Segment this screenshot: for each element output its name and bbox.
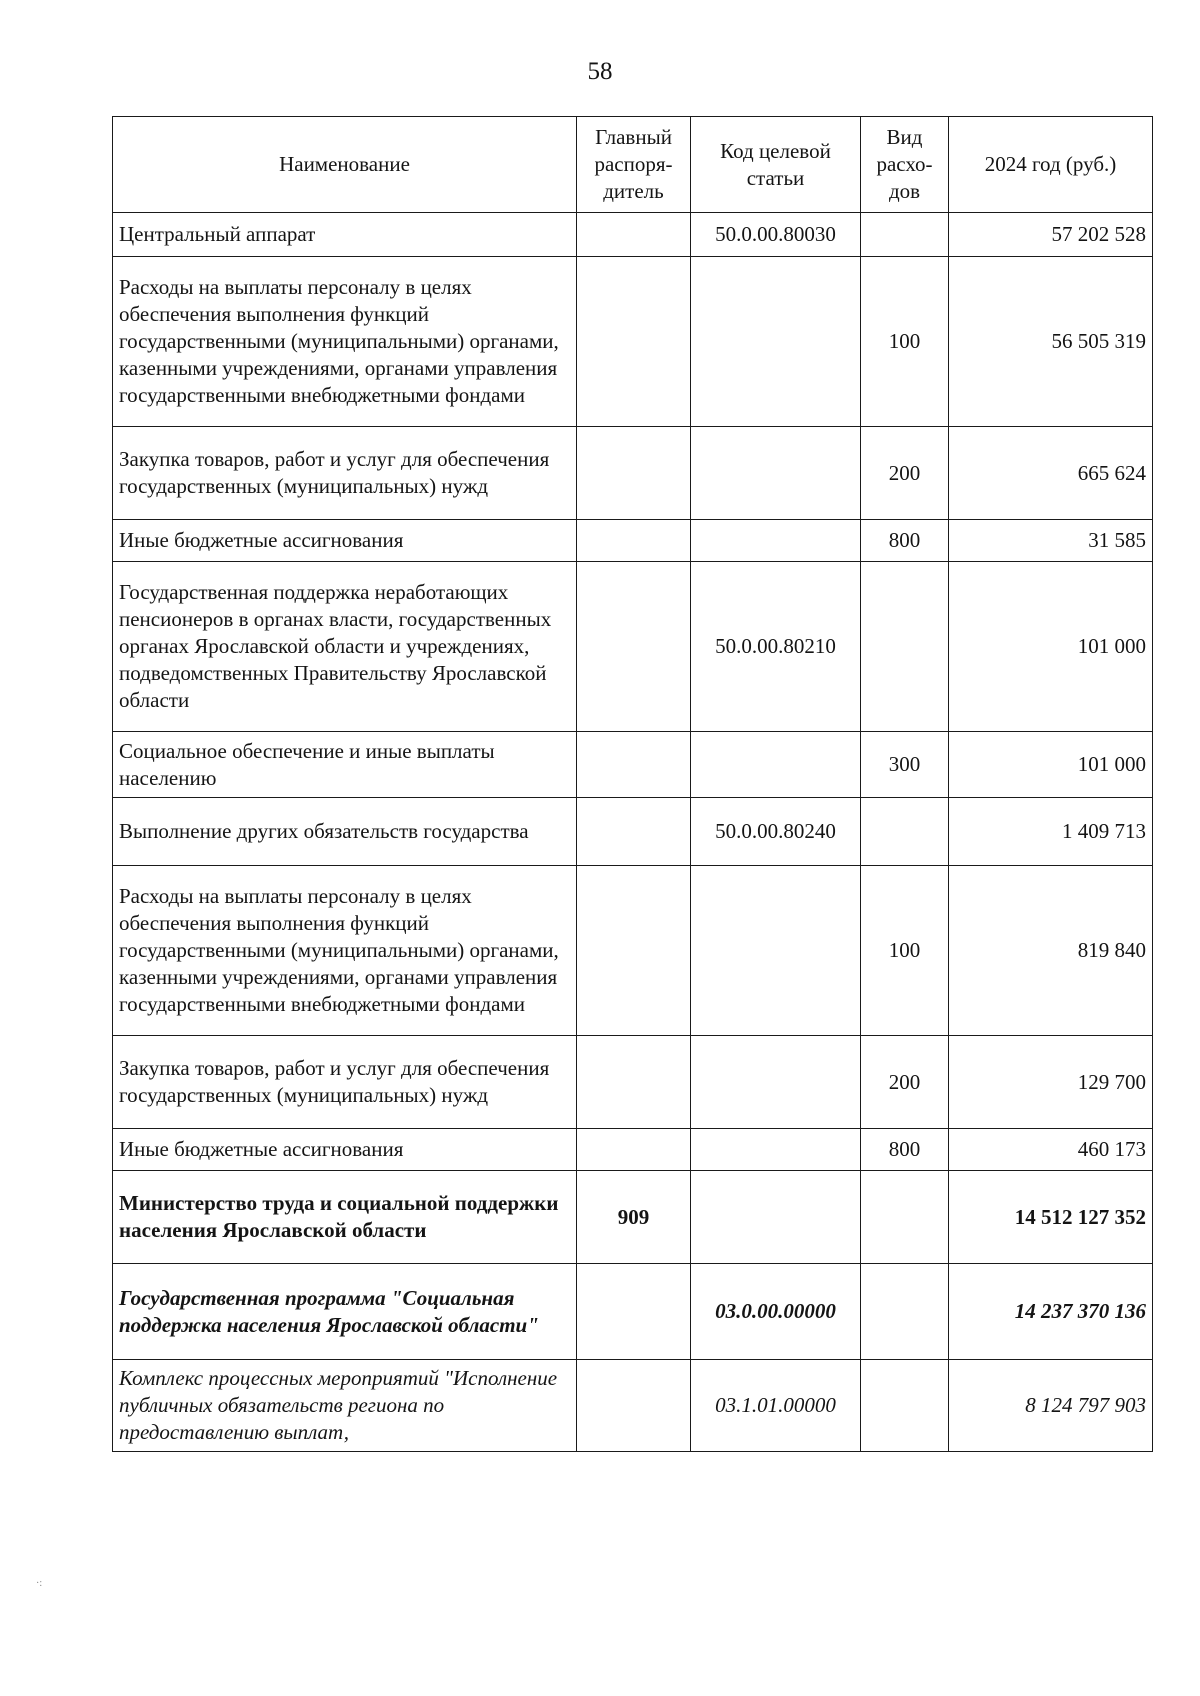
row-admin-cell <box>577 1129 691 1171</box>
row-admin-cell <box>577 562 691 732</box>
row-admin-cell: 909 <box>577 1171 691 1264</box>
table-row <box>113 213 1153 257</box>
header-amount: 2024 год (руб.) <box>949 117 1153 213</box>
row-code-cell <box>691 427 861 520</box>
row-amount-cell: 460 173 <box>949 1129 1153 1171</box>
table-row <box>113 1360 1153 1452</box>
table-row <box>113 1036 1153 1129</box>
row-kind-cell: 100 <box>861 866 949 1036</box>
row-name-cell: Расходы на выплаты персоналу в целях обеспечения выполнения функций государственными (муниципальными) органами, казенными учреждениями, органами управления государственными внебюджетными фондами <box>113 257 577 427</box>
row-amount-cell: 31 585 <box>949 520 1153 562</box>
table-row <box>113 732 1153 798</box>
row-amount-cell: 8 124 797 903 <box>949 1360 1153 1452</box>
header-row <box>113 117 1153 213</box>
row-admin-cell <box>577 1036 691 1129</box>
table-body <box>113 213 1153 1452</box>
row-kind-cell: 100 <box>861 257 949 427</box>
row-admin-cell <box>577 798 691 866</box>
row-admin-cell <box>577 1264 691 1360</box>
row-kind-cell <box>861 798 949 866</box>
table-row <box>113 866 1153 1036</box>
row-admin-cell <box>577 520 691 562</box>
row-kind-cell: 200 <box>861 427 949 520</box>
page-number: 58 <box>587 58 613 85</box>
row-kind-cell: 200 <box>861 1036 949 1129</box>
table-row <box>113 1171 1153 1264</box>
row-code-cell <box>691 866 861 1036</box>
row-name-cell: Комплекс процессных мероприятий "Исполнение публичных обязательств региона по предоставлению выплат, <box>113 1360 577 1452</box>
row-admin-cell <box>577 213 691 257</box>
row-code-cell: 50.0.00.80030 <box>691 213 861 257</box>
row-code-cell: 50.0.00.80240 <box>691 798 861 866</box>
row-code-cell <box>691 257 861 427</box>
table-row <box>113 257 1153 427</box>
row-code-cell: 03.1.01.00000 <box>691 1360 861 1452</box>
row-amount-cell: 819 840 <box>949 866 1153 1036</box>
row-code-cell <box>691 1129 861 1171</box>
table-row <box>113 562 1153 732</box>
row-name-cell: Закупка товаров, работ и услуг для обеспечения государственных (муниципальных) нужд <box>113 1036 577 1129</box>
row-kind-cell <box>861 1264 949 1360</box>
row-admin-cell <box>577 427 691 520</box>
header-code: Код целевой статьи <box>691 117 861 213</box>
row-code-cell <box>691 732 861 798</box>
row-name-cell: Министерство труда и социальной поддержки населения Ярославской области <box>113 1171 577 1264</box>
row-amount-cell: 101 000 <box>949 732 1153 798</box>
row-amount-cell: 129 700 <box>949 1036 1153 1129</box>
row-name-cell: Государственная поддержка неработающих пенсионеров в органах власти, государственных органах Ярославской области и учреждениях, подведомственных Правительству Ярославской области <box>113 562 577 732</box>
row-amount-cell: 57 202 528 <box>949 213 1153 257</box>
row-kind-cell <box>861 1171 949 1264</box>
row-admin-cell <box>577 257 691 427</box>
row-amount-cell: 14 512 127 352 <box>949 1171 1153 1264</box>
table-row <box>113 798 1153 866</box>
row-kind-cell <box>861 213 949 257</box>
row-name-cell: Выполнение других обязательств государства <box>113 798 577 866</box>
row-amount-cell: 56 505 319 <box>949 257 1153 427</box>
row-amount-cell: 665 624 <box>949 427 1153 520</box>
row-name-cell: Государственная программа "Социальная поддержка населения Ярославской области" <box>113 1264 577 1360</box>
row-code-cell <box>691 1036 861 1129</box>
row-admin-cell <box>577 866 691 1036</box>
row-name-cell: Иные бюджетные ассигнования <box>113 1129 577 1171</box>
row-name-cell: Закупка товаров, работ и услуг для обеспечения государственных (муниципальных) нужд <box>113 427 577 520</box>
row-amount-cell: 14 237 370 136 <box>949 1264 1153 1360</box>
table-row <box>113 520 1153 562</box>
row-admin-cell <box>577 732 691 798</box>
row-code-cell: 50.0.00.80210 <box>691 562 861 732</box>
row-name-cell: Центральный аппарат <box>113 213 577 257</box>
table-row <box>113 1264 1153 1360</box>
row-name-cell: Иные бюджетные ассигнования <box>113 520 577 562</box>
row-kind-cell <box>861 1360 949 1452</box>
row-amount-cell: 1 409 713 <box>949 798 1153 866</box>
budget-table <box>112 116 1153 1452</box>
row-admin-cell <box>577 1360 691 1452</box>
row-code-cell <box>691 520 861 562</box>
row-name-cell: Социальное обеспечение и иные выплаты населению <box>113 732 577 798</box>
row-name-cell: Расходы на выплаты персоналу в целях обеспечения выполнения функций государственными (муниципальными) органами, казенными учреждениями, органами управления государственными внебюджетными фондами <box>113 866 577 1036</box>
row-code-cell <box>691 1171 861 1264</box>
row-kind-cell: 800 <box>861 520 949 562</box>
header-kind: Вид расхо-дов <box>861 117 949 213</box>
table-row <box>113 1129 1153 1171</box>
row-code-cell: 03.0.00.00000 <box>691 1264 861 1360</box>
header-admin: Главный распоря-дитель <box>577 117 691 213</box>
scan-mark: ·: <box>36 1578 43 1589</box>
row-kind-cell: 300 <box>861 732 949 798</box>
row-kind-cell <box>861 562 949 732</box>
header-name: Наименование <box>113 117 577 213</box>
table-row <box>113 427 1153 520</box>
row-amount-cell: 101 000 <box>949 562 1153 732</box>
row-kind-cell: 800 <box>861 1129 949 1171</box>
